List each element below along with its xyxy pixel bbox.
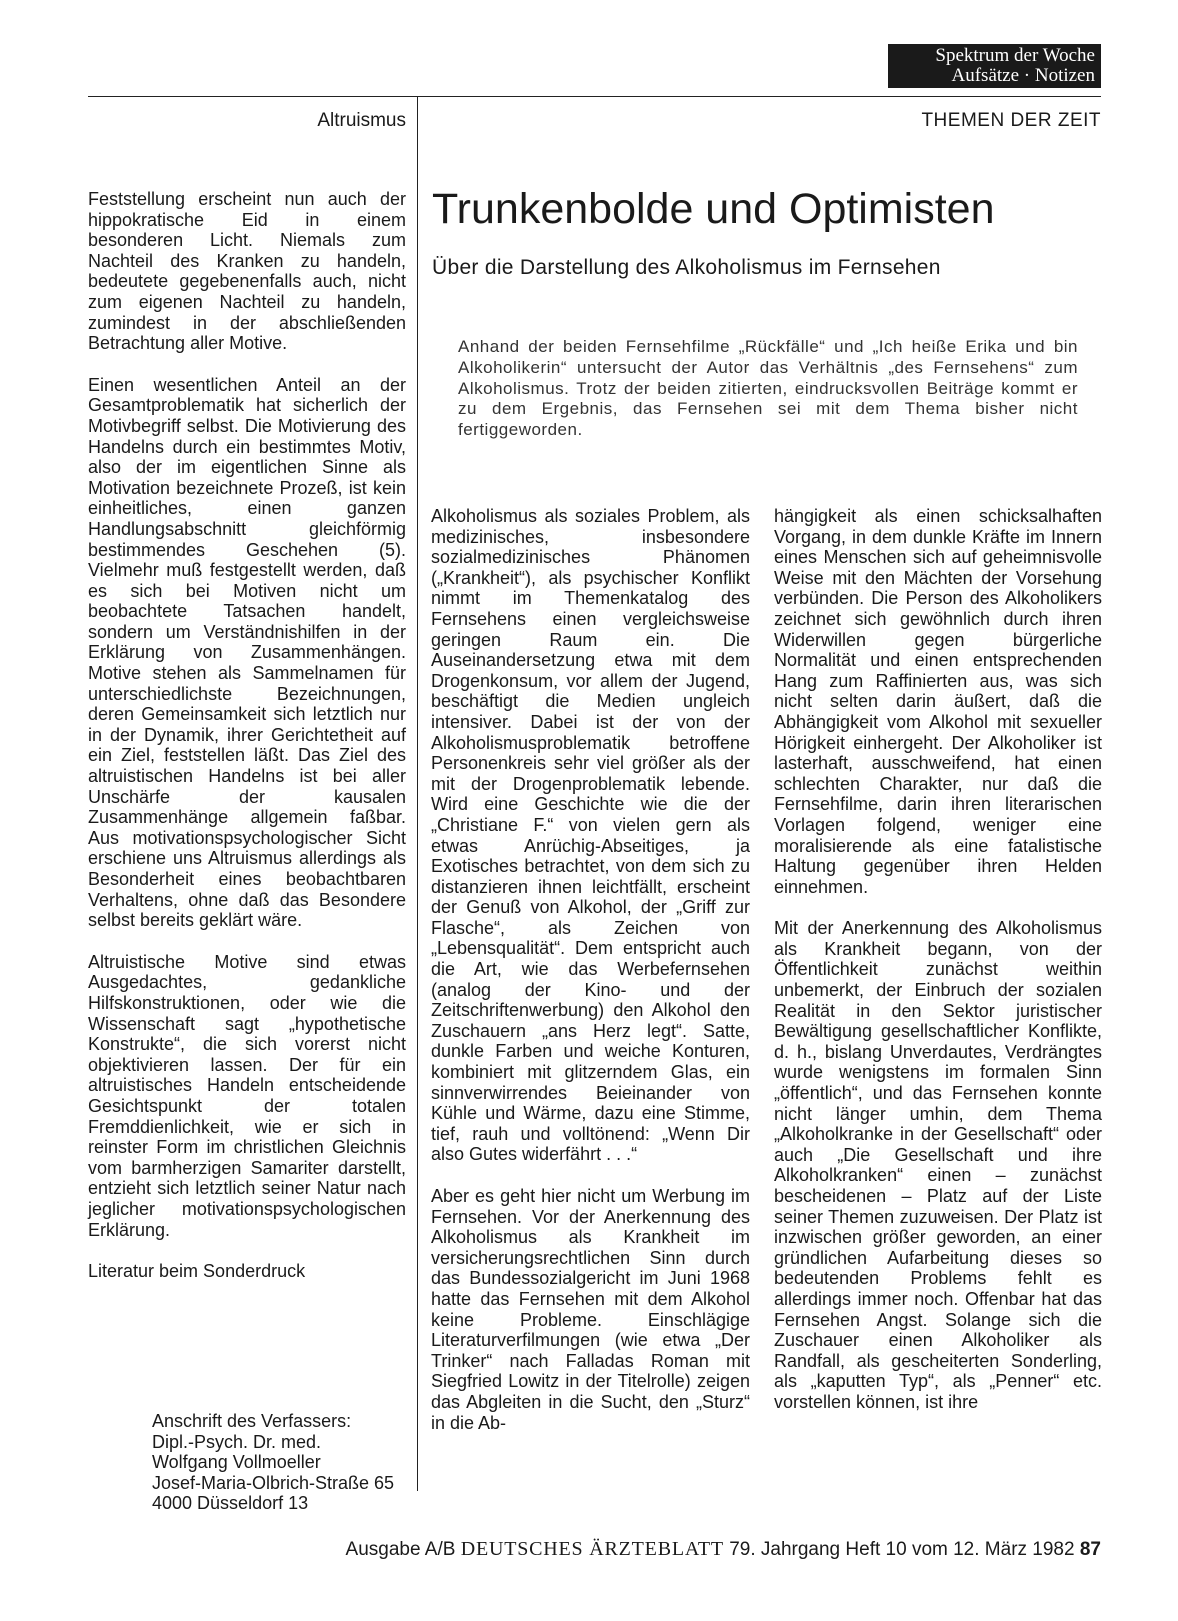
page-number: 87 (1079, 1539, 1101, 1560)
footer-edition: Ausgabe A/B (345, 1539, 456, 1560)
left-section-label: Altruismus (317, 110, 406, 131)
paragraph: Mit der Anerkennung des Alkoholismus als Krankheit begann, von der Öffentlichkeit zunächst weithin unbemerkt, der Einbruch der sozialen Realität in den Sektor juristischer Bewältigung gesellschaftlicher Konflikte, d. h., bislang Unverdautes, Verdrängtes wurde wenigstens im formalen Sinn „öffentlich“, und das Fernsehen konnte nicht länger umhin, dem Thema „Alkoholkranke in der Gesellschaft“ oder auch „Die Gesellschaft und ihre Alkoholkranken“ einen – zunächst bescheidenen – Platz auf der Liste seiner Themen zuzuweisen. Der Platz ist inzwischen größer geworden, an einer gründlichen Aufarbeitung dieses so bedeutenden Problems fehlt es allerdings immer noch. Offenbar hat das Fernsehen Angst. Solange sich die Zuschauer einen Alkoholiker als Randfall, als gescheiterten Sonderling, als „kaputten Typ“, als „Penner“ etc. vorstellen können, ist ihre (774, 918, 1102, 1412)
address-heading: Anschrift des Verfassers: (152, 1411, 352, 1431)
paragraph: Einen wesentlichen Anteil an der Gesamtproblematik hat sicherlich der Motivbegriff selbst. Die Motivierung des Handelns durch ein bestimmtes Motiv, also der im eigentlichen Sinne als Motivation bezeichnete Prozeß, ist kein einheitliches, einen ganzen Handlungsabschnitt gleichförmig bestimmendes Geschehen (5). Vielmehr muß festgestellt werden, daß es sich bei Motiven nicht um beobachtete Tatsachen handelt, sondern um Verständnishilfen in der Erklärung von Zusammenhängen. Motive stehen als Sammelnamen für unterschiedlichste Bezeichnungen, deren Gemeinsamkeit sich letztlich nur in der Dynamik, ihrer Gerichtetheit auf ein Ziel, feststellen läßt. Das Ziel des altruistischen Handelns ist bei aller Unschärfe der kausalen Zusammenhänge allgemein faßbar. Aus motivationspsychologischer Sicht erschiene uns Altruismus allerdings als Besonderheit eines beobachtbaren Verhaltens, ohne daß das Besondere selbst bereits geklärt wäre. (88, 374, 406, 931)
article-lead: Anhand der beiden Fernsehfilme „Rückfälle“ und „Ich heiße Erika und bin Alkoholikerin“ untersucht der Autor das Verhältnis „des Fernsehens“ zum Alkoholismus. Trotz der beiden zitierten, eindrucksvollen Beiträge kommt er zu dem Ergebnis, das Fernsehen sei mit dem Thema bisher nicht fertiggeworden. (458, 337, 1078, 440)
address-line: 4000 Düsseldorf 13 (152, 1493, 309, 1514)
header-rule (88, 96, 1101, 97)
address-line: Wolfgang Vollmoeller (152, 1452, 321, 1473)
column-divider (417, 96, 418, 1491)
article-title: Trunkenbolde und Optimisten (432, 185, 995, 233)
paragraph: Altruistische Motive sind etwas Ausgedachtes, gedankliche Hilfskonstruktionen, oder wie die Wissenschaft sagt „hypothetische Konstrukte“, die sich vorerst nicht objektivieren lassen. Der für ein altruistisches Handeln entscheidende Gesichtspunkt der totalen Fremddienlichkeit, wie er sich in reinster Form im christlichen Gleichnis vom barmherzigen Samariter darstellt, entzieht sich letztlich seiner Natur nach jeglicher motivationspsychologischen Erklärung. (88, 951, 406, 1240)
right-section-label: THEMEN DER ZEIT (921, 110, 1101, 131)
middle-column (431, 506, 750, 1433)
right-column (774, 506, 1102, 1413)
left-column (88, 189, 406, 1282)
author-address (152, 1411, 412, 1514)
badge-line-1: Spektrum der Woche (935, 45, 1095, 66)
paragraph: Alkoholismus als soziales Problem, als medizinisches, insbesondere sozialmedizinisches Phänomen („Krankheit“), als psychischer Konflikt nimmt im Themenkatalog des Fernsehens einen vergleichsweise geringen Raum ein. Die Auseinandersetzung etwa mit dem Drogenkonsum, vor allem der Jugend, beschäftigt die Medien ungleich intensiver. Dabei ist der von der Alkoholismusproblematik betroffene Personenkreis sehr viel größer als der mit der Drogenproblematik lebende. Wird eine Geschichte wie die der „Christiane F.“ von vielen gern als etwas Anrüchig-Abseitiges, ja Exotisches betrachtet, von dem sich zu distanzieren ihnen leichtfällt, erscheint der Genuß von Alkohol, der „Griff zur Flasche“, als Zeichen von „Lebensqualität“. Dem entspricht auch die Art, wie das Werbefernsehen (analog der Kino- und der Zeitschriftenwerbung) den Alkohol den Zuschauern „ans Herz legt“. Satte, dunkle Farben und weiche Konturen, kombiniert mit glitzerndem Glas, ein sinnverwirrendes Beieinander von Kühle und Wärme, dazu eine Stimme, tief, rauh und volltönend: „Wenn Dir also Gutes widerfährt . . .“ (431, 506, 750, 1165)
paragraph: hängigkeit als einen schicksalhaften Vorgang, in dem dunkle Kräfte im Innern eines Menschen sich auf geheimnisvolle Weise mit den Mächten der Vorsehung verbünden. Die Person des Alkoholikers zeichnet sich gewöhnlich durch ihren Widerwillen gegen bürgerliche Normalität und einen entsprechenden Hang zum Raffinierten aus, was sich nicht selten darin äußert, daß die Abhängigkeit vom Alkohol mit sexueller Hörigkeit einhergeht. Der Alkoholiker ist lasterhaft, ausschweifend, hat einen schlechten Charakter, nur daß die Fernsehfilme, darin ihren literarischen Vorlagen folgend, weniger eine moralisierende als eine fatalistische Haltung gegenüber ihren Helden einnehmen. (774, 506, 1102, 897)
references-note: Literatur beim Sonderdruck (88, 1261, 306, 1282)
page-footer (300, 1538, 1101, 1561)
paragraph: Aber es geht hier nicht um Werbung im Fernsehen. Vor der Anerkennung des Alkoholismus als Krankheit im versicherungsrechtlichen Sinn durch das Bundessozialgericht im Juni 1968 hatte das Fernsehen mit dem Alkohol keine Probleme. Einschlägige Literaturverfilmungen (wie etwa „Der Trinker“ nach Falladas Roman mit Siegfried Lowitz in der Titelrolle) zeigen das Abgleiten in die Sucht, den „Sturz“ in die Ab- (431, 1186, 750, 1433)
address-line: Josef-Maria-Olbrich-Straße 65 (152, 1472, 395, 1493)
section-badge (888, 44, 1101, 88)
address-line: Dipl.-Psych. Dr. med. (152, 1431, 322, 1452)
footer-journal: DEUTSCHES ÄRZTEBLATT (460, 1538, 724, 1560)
badge-line-2: Aufsätze · Notizen (951, 65, 1095, 86)
article-subtitle: Über die Darstellung des Alkoholismus im Fernsehen (432, 256, 941, 279)
paragraph: Feststellung erscheint nun auch der hippokratische Eid in einem besonderen Licht. Niemals zum Nachteil des Kranken zu handeln, bedeutete gegebenenfalls auch, nicht zum eigenen Nachteil zu handeln, zumindest in der abschließenden Betrachtung aller Motive. (88, 189, 406, 354)
footer-issue: 79. Jahrgang Heft 10 vom 12. März 1982 (729, 1539, 1075, 1560)
